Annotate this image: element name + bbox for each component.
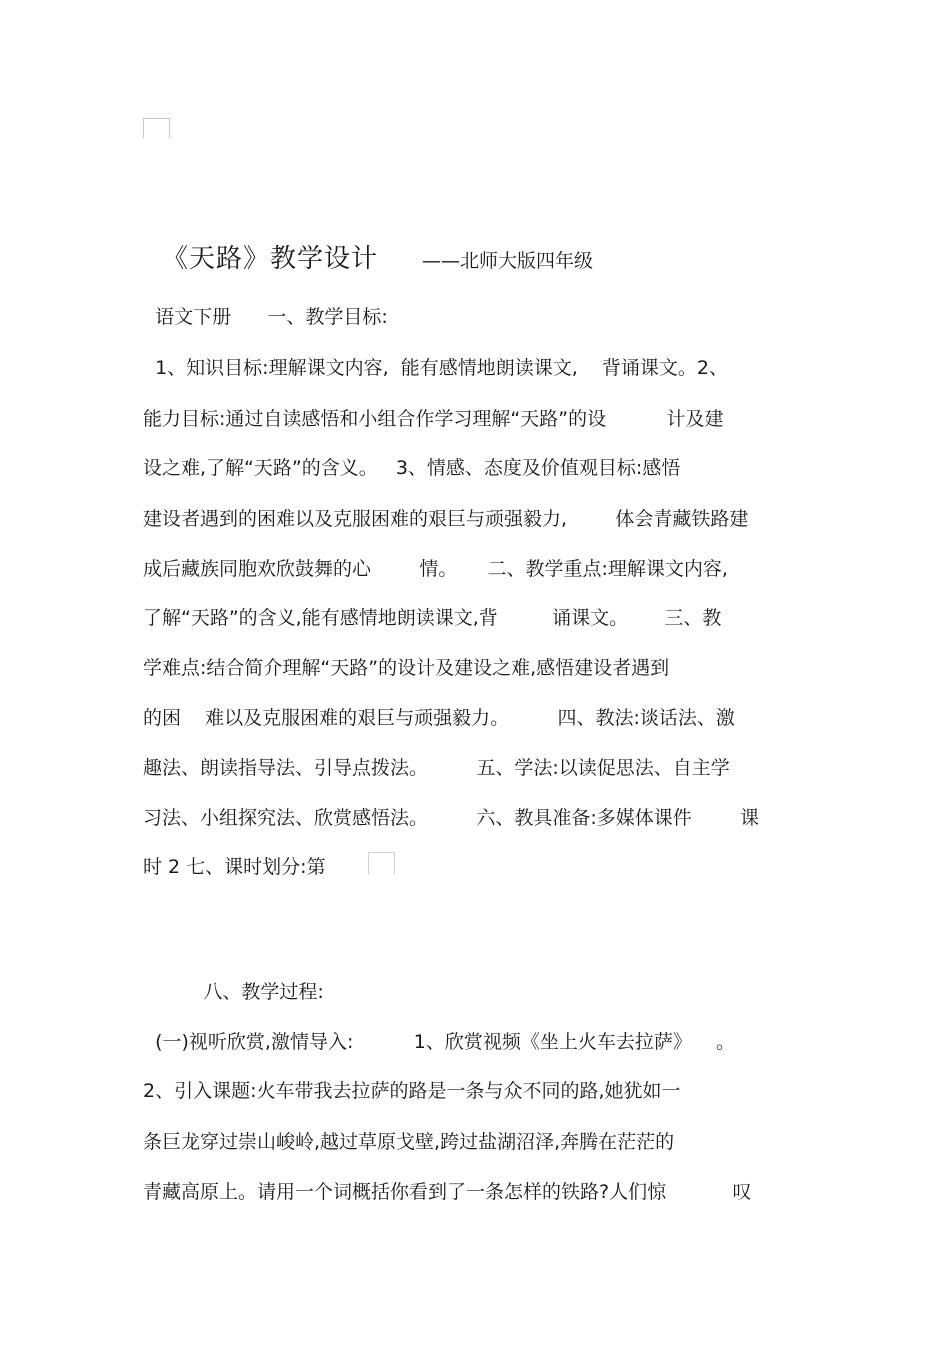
paragraph-line: 趣法、朗读指导法、引导点拨法。 五、学法:以读促思法、自主学 xyxy=(143,757,730,779)
paragraph-line: 2、引入课题:火车带我去拉萨的路是一条与众不同的路,她犹如一 xyxy=(143,1080,681,1102)
paragraph-line: 习法、小组探究法、欣赏感悟法。 六、教具准备:多媒体课件 课 xyxy=(143,807,760,829)
paragraph-line: 时 2 七、课时划分:第 xyxy=(143,856,326,878)
blank-box xyxy=(368,852,395,874)
document-subtitle: ——北师大版四年级 xyxy=(422,250,594,272)
corner-crop-mark xyxy=(143,118,170,138)
document-title: 《天路》教学设计 xyxy=(162,244,379,274)
section-heading: 八、教学过程: xyxy=(143,981,324,1003)
paragraph-line: 设之难,了解“天路”的含义。 3、情感、态度及价值观目标:感悟 xyxy=(143,457,681,479)
paragraph-line: 建设者遇到的困难以及克服困难的艰巨与顽强毅力, 体会青藏铁路建 xyxy=(143,508,749,530)
title-line xyxy=(162,238,593,275)
paragraph-line: 学难点:结合简介理解“天路”的设计及建设之难,感悟建设者遇到 xyxy=(143,657,670,679)
paragraph-line: 语文下册 一、教学目标: xyxy=(143,306,388,328)
paragraph-line: 了解“天路”的含义,能有感情地朗读课文,背 诵课文。 三、教 xyxy=(143,607,722,629)
paragraph-line: 条巨龙穿过崇山峻岭,越过草原戈壁,跨过盐湖沼泽,奔腾在茫茫的 xyxy=(143,1131,675,1153)
paragraph-line: 的困 难以及克服困难的艰巨与顽强毅力。 四、教法:谈话法、激 xyxy=(143,707,735,729)
paragraph-line: (一)视听欣赏,激情导入: 1、欣赏视频《坐上火车去拉萨》 。 xyxy=(143,1031,735,1053)
paragraph-line: 1、知识目标:理解课文内容, 能有感情地朗读课文, 背诵课文。2、 xyxy=(143,357,728,379)
paragraph-line: 能力目标:通过自读感悟和小组合作学习理解“天路”的设 计及建 xyxy=(143,408,724,430)
paragraph-line: 成后藏族同胞欢欣鼓舞的心 情。 二、教学重点:理解课文内容, xyxy=(143,558,728,580)
paragraph-line: 青藏高原上。请用一个词概括你看到了一条怎样的铁路?人们惊 叹 xyxy=(143,1181,752,1203)
